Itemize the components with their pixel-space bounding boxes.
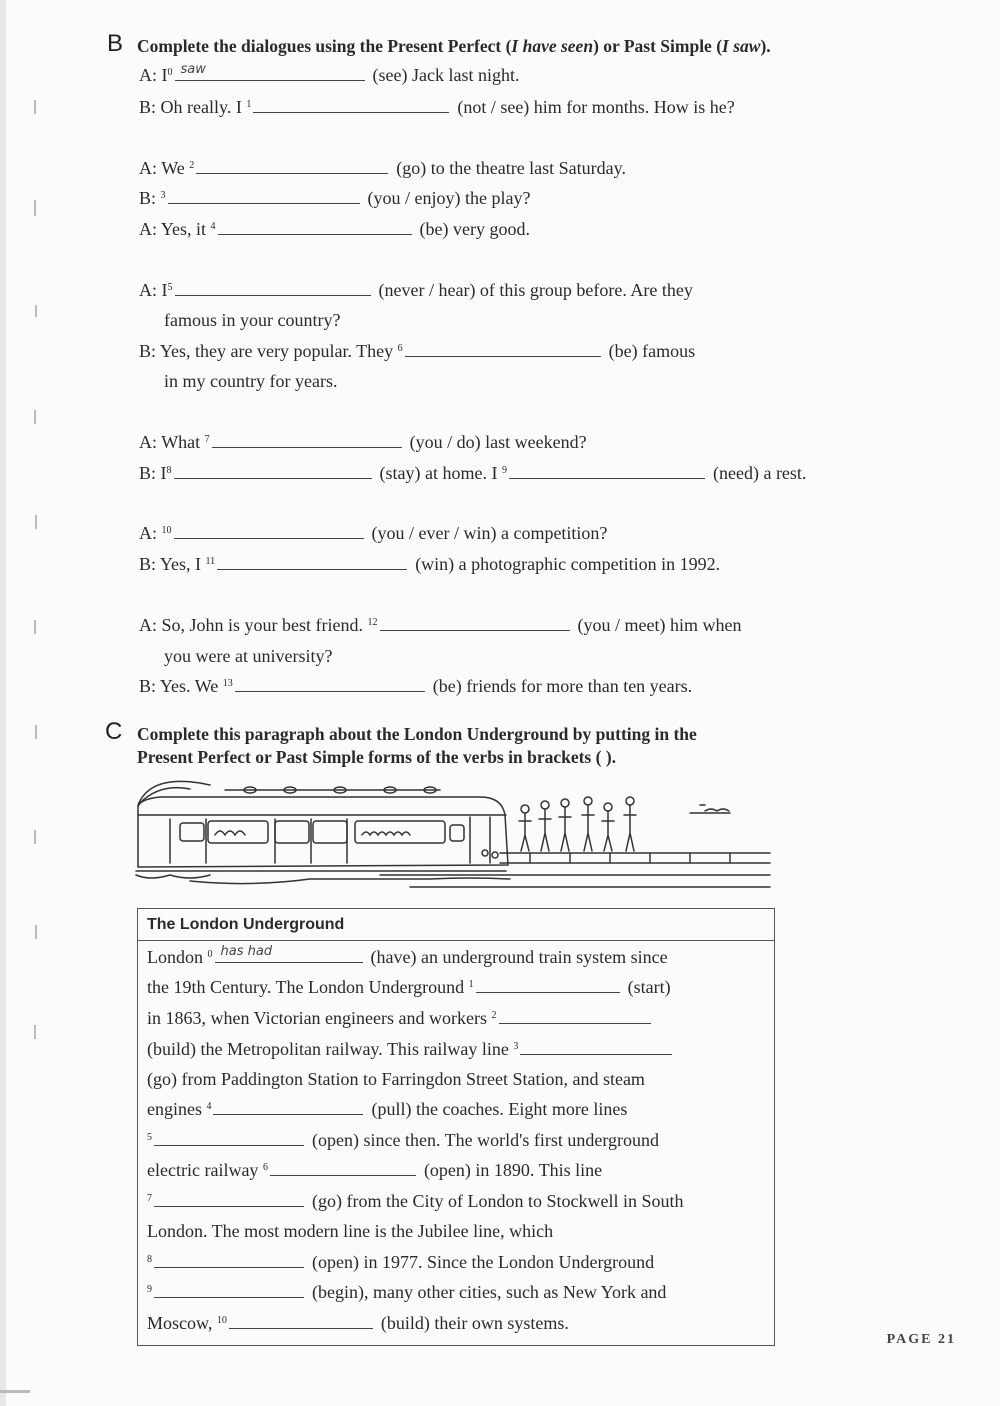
- paragraph-line: $^5$ (open) since then. The world's first underground: [147, 1130, 660, 1150]
- answer-blank[interactable]: [168, 189, 360, 204]
- answer-blank[interactable]: [253, 98, 449, 113]
- box-title: The London Underground: [138, 909, 774, 941]
- paragraph-line: $^8$ (open) in 1977. Since the London Underground: [147, 1252, 655, 1272]
- answer-blank[interactable]: [520, 1040, 672, 1055]
- dialogue-continuation: famous in your country?: [164, 310, 341, 330]
- dialogue-line: B: $^3$ (you / enjoy) the play?: [139, 188, 531, 208]
- answer-blank[interactable]: [405, 342, 601, 357]
- paragraph-line: (build) the Metropolitan railway. This railway line $^3$: [147, 1038, 680, 1060]
- paragraph-line: in 1863, when Victorian engineers and workers $^2$: [147, 1007, 659, 1029]
- dialogue-line: B: Oh really. I $^1$ (not / see) him for months. How is he?: [139, 97, 735, 117]
- dialogue-line: A: We $^2$ (go) to the theatre last Saturday.: [139, 158, 626, 178]
- dialogue-line: A: $I^0$ saw (see) Jack last night.: [139, 64, 519, 86]
- answer-blank[interactable]: [212, 433, 402, 448]
- paragraph-line: London $^0$ has had (have) an underground train system since: [147, 946, 668, 968]
- dialogue-line: B: $I^8$ (stay) at home. I $^9$ (need) a rest.: [139, 463, 807, 483]
- dialogue-line: B: Yes, they are very popular. They $^6$ (be) famous: [139, 341, 696, 361]
- answer-blank[interactable]: [229, 1314, 373, 1329]
- section-c-letter: C: [105, 718, 123, 745]
- answer-blank[interactable]: [174, 524, 364, 539]
- dialogue-line: A: $^{10}$ (you / ever / win) a competition?: [139, 523, 608, 543]
- answer-blank[interactable]: [380, 616, 570, 631]
- section-c-instruction: Complete this paragraph about the London Underground by putting in the Present Perfect or Past Simple forms of the verbs in brackets ( ).: [137, 724, 697, 767]
- answer-blank[interactable]: [175, 62, 365, 81]
- answer-blank[interactable]: [215, 944, 363, 963]
- answer-blank[interactable]: [218, 220, 412, 235]
- dialogue-line: A: So, John is your best friend. $^{12}$ (you / meet) him when: [139, 615, 742, 635]
- dialogue-line: A: Yes, it $^4$ (be) very good.: [139, 219, 531, 239]
- answer-blank[interactable]: [174, 464, 372, 479]
- dialogue-line: B: Yes, I $^{11}$ (win) a photographic competition in 1992.: [139, 554, 721, 574]
- answer-blank[interactable]: [196, 159, 388, 174]
- paragraph-line: Moscow, $^{10}$ (build) their own systems.: [147, 1313, 569, 1333]
- answer-blank[interactable]: [213, 1100, 363, 1115]
- page-number: PAGE 21: [886, 1332, 956, 1347]
- example-answer: has had: [220, 944, 273, 959]
- answer-blank[interactable]: [499, 1009, 651, 1024]
- answer-blank[interactable]: [154, 1253, 304, 1268]
- paragraph-line: electric railway $^6$ (open) in 1890. This line: [147, 1160, 603, 1180]
- answer-blank[interactable]: [217, 555, 407, 570]
- paragraph-line: $^9$ (begin), many other cities, such as New York and: [147, 1282, 667, 1302]
- paragraph-line: (go) from Paddington Station to Farringdon Street Station, and steam: [147, 1069, 645, 1089]
- answer-blank[interactable]: [154, 1283, 304, 1298]
- paragraph-line: the 19th Century. The London Underground $^1$ (start): [147, 977, 671, 997]
- answer-blank[interactable]: [235, 677, 425, 692]
- paragraph-line: engines $^4$ (pull) the coaches. Eight more lines: [147, 1099, 628, 1119]
- dialogue-line: B: Yes. We $^{13}$ (be) friends for more than ten years.: [139, 676, 693, 696]
- answer-blank[interactable]: [509, 464, 705, 479]
- page-binding-edge: [0, 0, 40, 1406]
- dialogue-line: A: What $^7$ (you / do) last weekend?: [139, 432, 587, 452]
- answer-blank[interactable]: [175, 281, 371, 296]
- paragraph-line: $^7$ (go) from the City of London to Stockwell in South: [147, 1191, 684, 1211]
- answer-blank[interactable]: [154, 1131, 304, 1146]
- answer-blank[interactable]: [270, 1161, 416, 1176]
- section-b-instruction: Complete the dialogues using the Present Perfect (I have seen) or Past Simple (I saw).: [137, 36, 771, 56]
- answer-blank[interactable]: [476, 978, 620, 993]
- section-b-letter: B: [107, 30, 124, 57]
- dialogue-continuation: you were at university?: [164, 646, 333, 666]
- example-answer: saw: [180, 62, 206, 77]
- underground-train-illustration: [130, 775, 780, 895]
- dialogue-continuation: in my country for years.: [164, 371, 338, 391]
- paragraph-line: London. The most modern line is the Jubilee line, which: [147, 1221, 554, 1241]
- dialogue-line: A: $I^5$ (never / hear) of this group before. Are they: [139, 280, 693, 300]
- answer-blank[interactable]: [154, 1192, 304, 1207]
